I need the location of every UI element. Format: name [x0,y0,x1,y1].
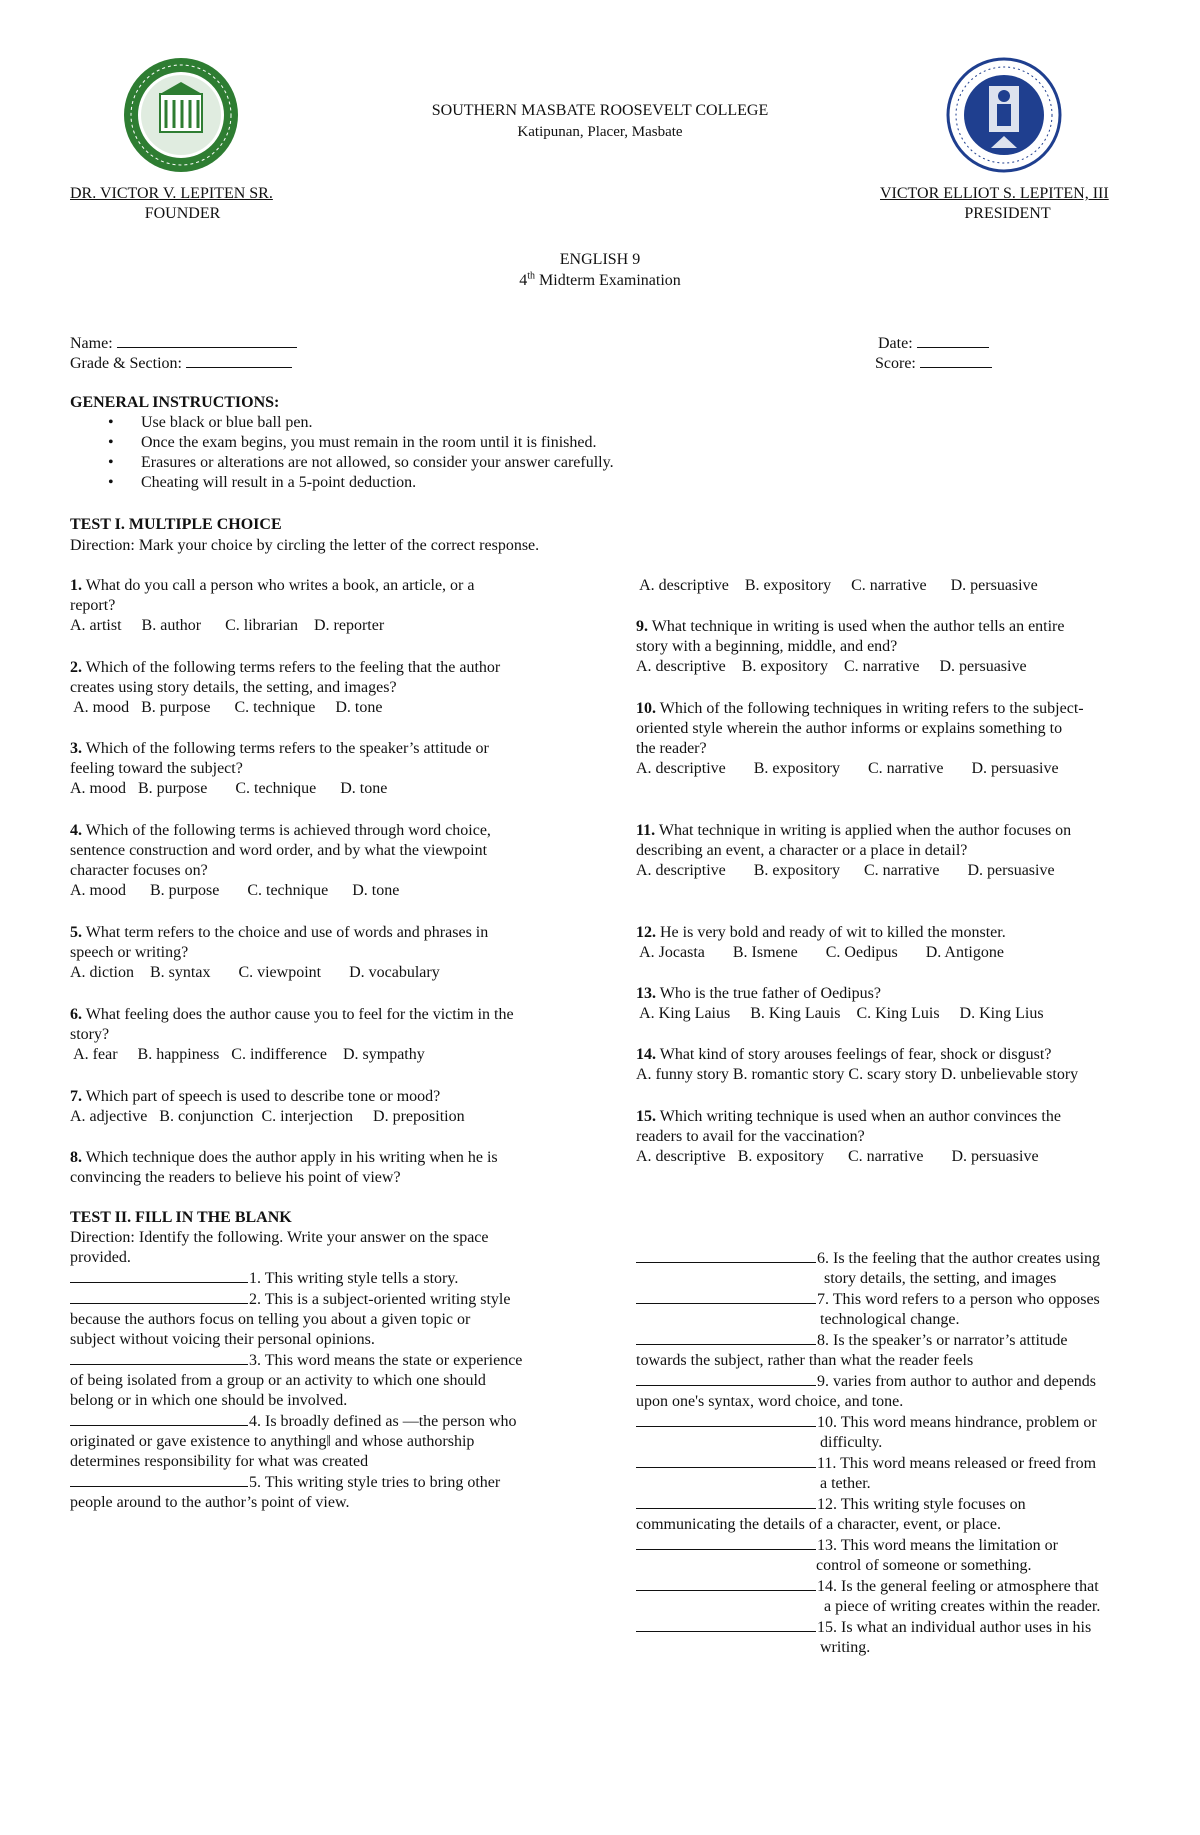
question-11: 11. What technique in writing is applied when the author focuses on describing an event, a character or a place in detail? A. descriptive B. expository C. narrative D. persuasive [636,821,1156,881]
question-choices[interactable]: A. fear B. happiness C. indifference D. sympathy [70,1046,425,1063]
question-8: 8. Which technique does the author apply in his writing when he is convincing the readers to believe his point of view? [70,1149,498,1186]
question-choices[interactable]: A. mood B. purpose C. technique D. tone [70,699,383,716]
fill-item: 2. This is a subject-oriented writing style [70,1289,570,1310]
instruction-item: • Cheating will result in a 5-point deduction. [141,473,841,493]
fill-item: 9. varies from author to author and depends [636,1371,1156,1392]
answer-blank[interactable] [636,1576,816,1591]
date-field[interactable]: Date: [878,333,989,354]
answer-blank[interactable] [636,1330,816,1345]
fill-item: 3. This word means the state or experience [70,1350,570,1371]
question-choices[interactable]: A. funny story B. romantic story C. scary story D. unbelievable story [636,1066,1079,1083]
fill-item: 5. This writing style tries to bring other [70,1472,570,1493]
question-choices[interactable]: A. descriptive B. expository C. narrative D. persuasive [636,862,1055,879]
fill-item: 1. This writing style tells a story. [70,1268,570,1289]
answer-blank[interactable] [70,1411,248,1426]
question-12: 12. He is very bold and ready of wit to killed the monster. A. Jocasta B. Ismene C. Oedipus D. Antigone [636,923,1156,963]
answer-blank[interactable] [636,1248,816,1263]
question-choices[interactable]: A. diction B. syntax C. viewpoint D. vocabulary [70,964,440,981]
fill-item: 6. Is the feeling that the author creates using [636,1248,1156,1269]
question-choices[interactable]: A. King Laius B. King Lauis C. King Luis D. King Lius [636,1005,1044,1022]
answer-blank[interactable] [636,1617,816,1632]
test1-direction: Direction: Mark your choice by circling the letter of the correct response. [70,537,540,554]
instruction-item: • Once the exam begins, you must remain in the room until it is finished. [141,433,841,453]
question-choices[interactable]: A. descriptive B. expository C. narrative D. persuasive [636,760,1059,777]
answer-blank[interactable] [70,1289,248,1304]
instruction-item: • Erasures or alterations are not allowed, so consider your answer carefully. [141,453,841,473]
instructions-heading: GENERAL INSTRUCTIONS: [70,394,280,411]
question-7: 7. Which part of speech is used to describe tone or mood? A. adjective B. conjunction C. interjection D. preposition [70,1087,560,1127]
question-8-choices [636,576,1156,596]
question-choices[interactable]: A. descriptive B. expository C. narrative D. persuasive [636,1148,1039,1165]
answer-blank[interactable] [70,1268,248,1283]
exam-subject: ENGLISH 9 [559,251,641,268]
score-field[interactable]: Score: [875,353,992,374]
instructions-list [70,413,841,493]
question-choices[interactable]: A. descriptive B. expository C. narrative D. persuasive [636,658,1027,675]
fill-item: 13. This word means the limitation or [636,1535,1156,1556]
fill-item: 10. This word means hindrance, problem or [636,1412,1156,1433]
name-field[interactable]: Name: [70,333,297,354]
founder-title: FOUNDER [144,205,221,222]
fill-item: 4. Is broadly defined as ―the person who [70,1411,570,1432]
question-choices[interactable]: A. adjective B. conjunction C. interjection D. preposition [70,1108,465,1125]
question-5: 5. What term refers to the choice and use of words and phrases in speech or writing? A. diction B. syntax C. viewpoint D. vocabulary [70,923,560,983]
fill-blank-right: 6. Is the feeling that the author creates using story details, the setting, and images 7. This word refers to a person who opposes technological change. 8. Is the speaker’s or narrator’s attitude towards the subject, rather than what the reader feels 9. varies from author to author and depends upon one's syntax, word choice, and tone. 10. This word means hindrance, problem or difficulty. 11. This word means released or freed from a tether. 12. This writing style focuses on communicating the details of a character, event, or place. 13. This word means the limitation or control of someone or something. 14. Is the general feeling or atmosphere that a piece of writing creates within the reader. 15. Is what an individual author uses in his writing. [636,1248,1156,1658]
test2-heading: TEST II. FILL IN THE BLANK [70,1209,292,1226]
question-2: 2. Which of the following terms refers to the feeling that the author creates using story details, the setting, and images? A. mood B. purpose C. technique D. tone [70,658,560,718]
fill-item: 12. This writing style focuses on [636,1494,1156,1515]
answer-blank[interactable] [636,1371,816,1386]
answer-blank[interactable] [636,1453,816,1468]
question-choices[interactable]: A. artist B. author C. librarian D. reporter [70,617,385,634]
question-choices[interactable]: A. Jocasta B. Ismene C. Oedipus D. Antigone [636,944,1004,961]
fill-item: 7. This word refers to a person who opposes [636,1289,1156,1310]
answer-blank[interactable] [636,1289,816,1304]
answer-blank[interactable] [636,1494,816,1509]
fill-item: 14. Is the general feeling or atmosphere that [636,1576,1156,1597]
question-10: 10. Which of the following techniques in writing refers to the subject- oriented style wherein the author informs or explains something to the reader? A. descriptive B. expository C. narrative D. persuasive [636,699,1156,779]
answer-blank[interactable] [70,1472,248,1487]
school-name: SOUTHERN MASBATE ROOSEVELT COLLEGE [431,102,769,119]
question-3: 3. Which of the following terms refers to the speaker’s attitude or feeling toward the subject? A. mood B. purpose C. technique D. tone [70,739,560,799]
question-choices[interactable]: A. mood B. purpose C. technique D. tone [70,882,400,899]
question-9: 9. What technique in writing is used when the author tells an entire story with a beginning, middle, and end? A. descriptive B. expository C. narrative D. persuasive [636,617,1156,677]
question-13: 13. Who is the true father of Oedipus? A. King Laius B. King Lauis C. King Luis D. King Lius [636,984,1156,1024]
fill-item: 11. This word means released or freed from [636,1453,1156,1474]
question-1: 1. What do you call a person who writes a book, an article, or a report? A. artist B. author C. librarian D. reporter [70,576,560,636]
instruction-item: • Use black or blue ball pen. [141,413,841,433]
fill-item: 15. Is what an individual author uses in his [636,1617,1156,1638]
question-15: 15. Which writing technique is used when an author convinces the readers to avail for the vaccination? A. descriptive B. expository C. narrative D. persuasive [636,1107,1156,1167]
test2-direction: Direction: Identify the following. Write your answer on the space provided. [70,1229,489,1266]
exam-title: 4th Midterm Examination [519,270,681,289]
school-seal-icon [122,56,240,174]
question-choices[interactable]: A. descriptive B. expository C. narrative D. persuasive [636,577,1038,594]
question-choices[interactable]: A. mood B. purpose C. technique D. tone [70,780,388,797]
grade-section-field[interactable]: Grade & Section: [70,353,292,374]
deped-seal-icon [945,56,1063,174]
president-title: PRESIDENT [964,205,1051,222]
fill-item: 8. Is the speaker’s or narrator’s attitude [636,1330,1156,1351]
president-name: VICTOR ELLIOT S. LEPITEN, III [880,185,1109,202]
question-4: 4. Which of the following terms is achieved through word choice, sentence construction and word order, and by what the viewpoint character focuses on? A. mood B. purpose C. technique D. tone [70,821,560,901]
answer-blank[interactable] [70,1350,248,1365]
question-14: 14. What kind of story arouses feelings of fear, shock or disgust? A. funny story B. romantic story C. scary story D. unbelievable story [636,1045,1156,1085]
question-6: 6. What feeling does the author cause you to feel for the victim in the story? A. fear B. happiness C. indifference D. sympathy [70,1005,560,1065]
test1-heading: TEST I. MULTIPLE CHOICE [70,516,282,533]
answer-blank[interactable] [636,1412,816,1427]
school-address: Katipunan, Placer, Masbate [517,124,683,140]
answer-blank[interactable] [636,1535,816,1550]
fill-blank-left: 1. This writing style tells a story. 2. This is a subject-oriented writing style because the authors focus on telling you about a given topic or subject without voicing their personal opinions. 3. This word means the state or experience of being isolated from a group or an activity to which one should belong or in which one should be involved. 4. Is broadly defined as ―the person who originated or gave existence to anything‖ and whose authorship determines responsibility for what was created 5. This writing style tries to bring other people around to the author’s point of view. [70,1268,570,1513]
founder-name: DR. VICTOR V. LEPITEN SR. [70,185,273,202]
